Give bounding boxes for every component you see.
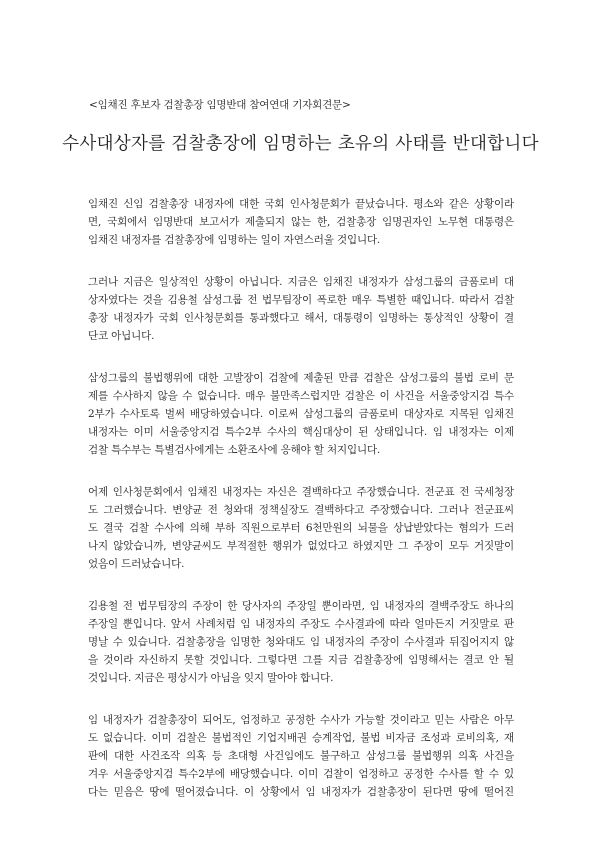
text-line: 주장일 뿐입니다. 앞서 사례처럼 임 내정자의 주장도 수사결과에 따라 얼마든지 거짓말로 판 [88,618,514,630]
text-line: 2부가 수사토록 벌써 배당하였습니다. 이로써 삼성그룹의 금품로비 대상자로 지목된 임채진 [88,408,514,420]
text-line: 명날 수 있습니다. 검찰총장을 임명한 청와대도 임 내정자의 주장이 수사결과 뒤집어지지 않 [88,636,514,648]
text-line: 상자였다는 것을 김용철 삼성그룹 전 법무팀장이 폭로한 매우 특별한 때입니다. 따라서 검찰 [88,294,514,306]
text-line: 도 없습니다. 이미 검찰은 불법적인 기업지배권 승계작업, 불법 비자금 조성과 로비의혹, 재 [88,732,514,744]
paragraph-2 [88,273,514,345]
text-line: 겨우 서울중앙지검 특수2부에 배당했습니다. 이미 검찰이 엄정하고 공정한 수사를 할 수 있 [88,768,514,780]
text-line: 검찰 특수부는 특별검사에게는 소환조사에 응해야 할 처지입니다. [88,444,381,456]
text-line: 것입니다. 지금은 평상시가 아님을 잊지 말아야 합니다. [88,672,334,684]
paragraph-3 [88,369,514,459]
press-release-header: <임채진 후보자 검찰총장 임명반대 참여연대 기자회견문> [89,99,351,111]
paragraph-6 [88,711,514,801]
text-line: 내정자는 이미 서울중앙지검 특수2부 수사의 핵심대상이 된 상태입니다. 임 내정자는 이제 [88,426,514,438]
text-line: 삼성그룹의 불법행위에 대한 고발장이 검찰에 제출된 만큼 검찰은 삼성그룹의 불법 로비 문 [88,372,514,384]
document-title: 수사대상자를 검찰총장에 임명하는 초유의 사태를 반대합니다 [62,134,539,154]
document-body [88,195,514,825]
text-line: 도 결국 검찰 수사에 의해 부하 직원으로부터 6천만원의 뇌물을 상납받았다는 혐의가 드러 [88,522,514,534]
text-line: 판에 대한 사건조작 의혹 등 초대형 사건임에도 불구하고 삼성그룹 불법행위 의혹 사건을 [88,750,514,762]
text-line: 었음이 드러났습니다. [88,558,185,570]
text-line: 임 내정자가 검찰총장이 되어도, 엄정하고 공정한 수사가 가능할 것이라고 믿는 사람은 아무 [88,714,514,726]
text-line: 나지 않았습니까, 변양균씨도 부적절한 행위가 없었다고 하였지만 그 주장이 모두 거짓말이 [88,540,514,552]
paragraph-4 [88,483,514,573]
text-line: 어제 인사청문회에서 임채진 내정자는 자신은 결백하다고 주장했습니다. 전군표 전 국세청장 [88,486,514,498]
text-line: 제를 수사하지 않을 수 없습니다. 매우 불만족스럽지만 검찰은 이 사건을 서울중앙지검 특수 [88,390,514,402]
text-line: 총장 내정자가 국회 인사청문회를 통과했다고 해서, 대통령이 임명하는 통상적인 상황이 결 [88,312,514,324]
text-line: 도 그러했습니다. 변양균 전 청와대 정책실장도 결백하다고 주장했습니다. 그러나 전군표씨 [88,504,514,516]
text-line: 면, 국회에서 임명반대 보고서가 제출되지 않는 한, 검찰총장 임명권자인 노무현 대통령은 [88,216,514,228]
text-line: 을 것이라 자신하지 못할 것입니다. 그렇다면 그를 지금 검찰총장에 임명해서는 결코 안 될 [88,654,514,666]
text-line: 단코 아닙니다. [88,330,155,342]
text-line: 김용철 전 법무팀장의 주장이 한 당사자의 주장일 뿐이라면, 임 내정자의 결백주장도 하나의 [88,600,514,612]
paragraph-5 [88,597,514,687]
paragraph-1 [88,195,514,249]
text-line: 그러나 지금은 일상적인 상황이 아닙니다. 지금은 임채진 내정자가 삼성그룹의 금품로비 대 [88,276,514,288]
text-line: 다는 믿음은 땅에 떨어졌습니다. 이 상황에서 임 내정자가 검찰총장이 된다면 땅에 떨어진 [88,786,514,798]
text-line: 임채진 신임 검찰총장 내정자에 대한 국회 인사청문회가 끝났습니다. 평소와 같은 상황이라 [88,198,514,210]
text-line: 임채진 내정자를 검찰총장에 임명하는 일이 자연스러울 것입니다. [88,234,381,246]
